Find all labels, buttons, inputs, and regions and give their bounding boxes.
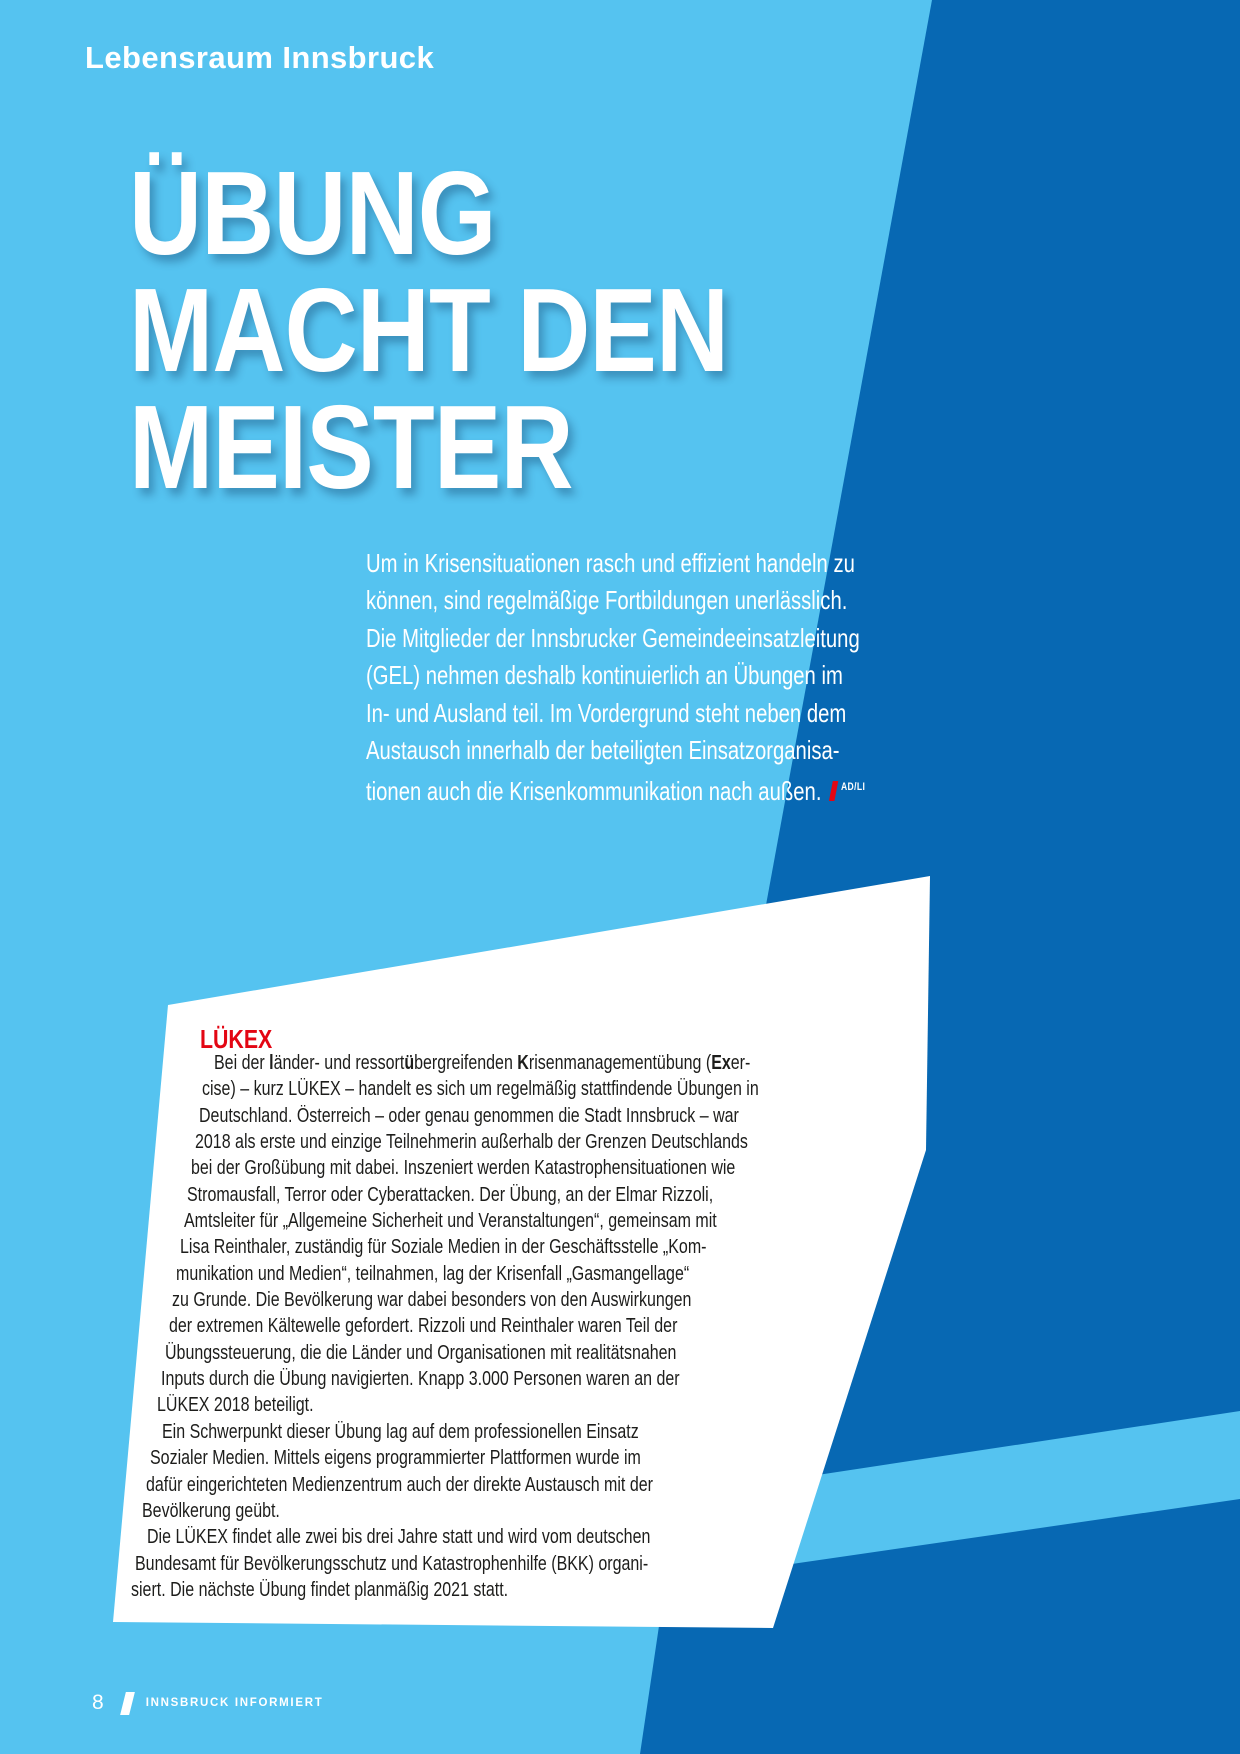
title-line: MEISTER (129, 381, 573, 514)
infobox-text-line: dafür eingerichteten Medienzentrum auch der direkte Austausch mit der (146, 1473, 653, 1496)
intro-line: In- und Ausland teil. Im Vordergrund steht neben dem (366, 697, 847, 728)
infobox-text-line: Deutschland. Österreich – oder genau genommen die Stadt Innsbruck – war (198, 1104, 739, 1127)
page-number: 8 (92, 1691, 104, 1714)
footer-slash-icon (120, 1692, 135, 1715)
infobox-text-line: Lisa Reinthaler, zuständig für Soziale Medien in der Geschäftsstelle „Kom- (179, 1236, 707, 1259)
infobox-text-line: zu Grunde. Die Bevölkerung war dabei besonders von den Auswirkungen (172, 1289, 692, 1312)
author-byline: AD/LI (840, 781, 866, 794)
main-title (129, 147, 834, 514)
infobox-text-line: bei der Großübung mit dabei. Inszeniert werden Katastrophensituationen wie (191, 1157, 736, 1180)
infobox-text-line: Bevölkerung geübt. (142, 1499, 281, 1522)
intro-paragraph (366, 545, 1006, 811)
intro-line: Die Mitglieder der Innsbrucker Gemeindeeinsatzleitung (366, 622, 860, 653)
intro-line: (GEL) nehmen deshalb kontinuierlich an Übungen im (366, 660, 843, 691)
infobox-text-line: Bei der länder- und ressortübergreifenden Krisenmanagementübung (Exer- (214, 1052, 751, 1074)
intro-line: können, sind regelmäßige Fortbildungen unerlässlich. (366, 585, 848, 616)
footer (92, 1690, 323, 1716)
intro-line: tionen auch die Krisenkommunikation nach außen. $^{AD/LI}$ (366, 776, 866, 807)
magazine-name: INNSBRUCK INFORMIERT (145, 1697, 324, 1709)
page-kicker (85, 40, 434, 76)
infobox-text-line: Bundesamt für Bevölkerungsschutz und Katastrophenhilfe (BKK) organi- (134, 1552, 648, 1575)
infobox-text-line: cise) – kurz LÜKEX – handelt es sich um regelmäßig stattfindende Übungen in (202, 1078, 759, 1101)
infobox-text-line: siert. Die nächste Übung findet planmäßig 2021 statt. (131, 1578, 509, 1601)
intro-line: Um in Krisensituationen rasch und effizient handeln zu (366, 548, 855, 578)
infobox-text-line: 2018 als erste und einzige Teilnehmerin außerhalb der Grenzen Deutschlands (194, 1131, 748, 1154)
infobox-body (0, 1050, 1240, 1603)
infobox-text-line: Inputs durch die Übung navigierten. Knapp 3.000 Personen waren an der (161, 1368, 680, 1391)
infobox-text-line: Stromausfall, Terror oder Cyberattacken. Der Übung, an der Elmar Rizzoli, (187, 1183, 714, 1206)
infobox-text-line: Ein Schwerpunkt dieser Übung lag auf dem professionellen Einsatz (161, 1420, 639, 1443)
infobox-text-line: Amtsleiter für „Allgemeine Sicherheit und Veranstaltungen“, gemeinsam mit (183, 1210, 717, 1233)
title-line: ÜBUNG (129, 147, 496, 280)
infobox-text-line: Übungssteuerung, die die Länder und Organisationen mit realitätsnahen (164, 1341, 677, 1364)
infobox-text-line: LÜKEX 2018 beteiligt. (157, 1394, 314, 1417)
infobox-text-line: Sozialer Medien. Mittels eigens programmierter Plattformen wurde im (149, 1447, 641, 1470)
infobox-heading-label: LÜKEX (200, 1024, 273, 1054)
infobox-text-line: munikation und Medien“, teilnahmen, lag der Krisenfall „Gasmangellage“ (176, 1262, 690, 1285)
infobox-text-line: der extremen Kältewelle gefordert. Rizzoli und Reinthaler waren Teil der (168, 1315, 677, 1338)
intro-line: Austausch innerhalb der beteiligten Einsatzorganisa- (366, 735, 840, 766)
infobox-text-line: Die LÜKEX findet alle zwei bis drei Jahre statt und wird vom deutschen (146, 1526, 650, 1549)
kicker-label: Lebensraum Innsbruck (85, 40, 435, 75)
title-line: MACHT DEN (129, 264, 729, 397)
author-slash-icon (829, 781, 838, 801)
